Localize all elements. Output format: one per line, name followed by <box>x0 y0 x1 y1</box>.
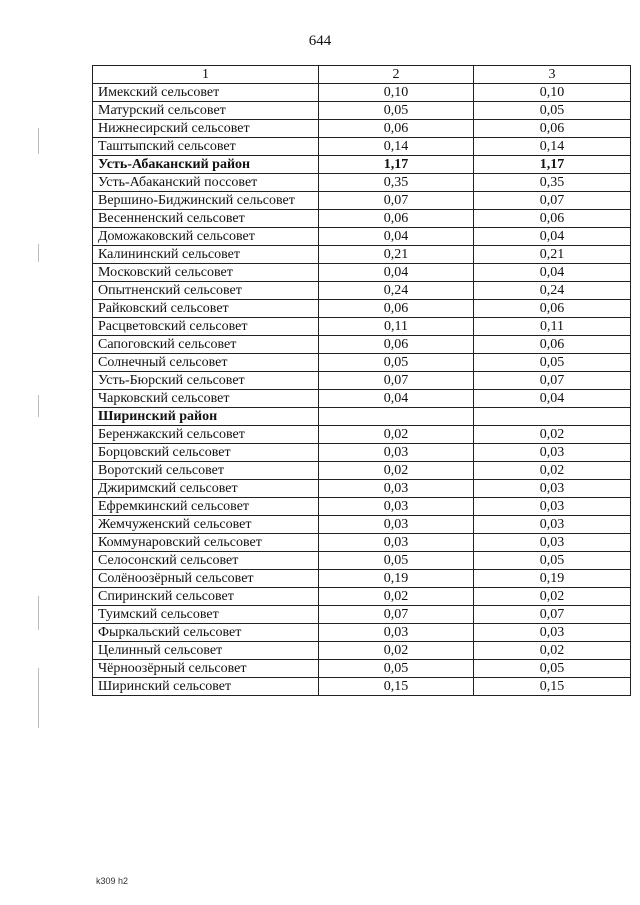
row-value-col2: 0,05 <box>319 102 474 120</box>
row-value-col2: 0,07 <box>319 606 474 624</box>
row-value-col2: 0,11 <box>319 318 474 336</box>
row-value-col2: 0,02 <box>319 426 474 444</box>
row-name-cell: Чарковский сельсовет <box>93 390 319 408</box>
row-value-col2: 0,21 <box>319 246 474 264</box>
row-value-col3: 0,06 <box>474 120 631 138</box>
table-row <box>93 606 631 624</box>
row-name-cell: Беренжакский сельсовет <box>93 426 319 444</box>
row-value-col3: 0,02 <box>474 642 631 660</box>
row-value-col3: 0,15 <box>474 678 631 696</box>
table-row <box>93 354 631 372</box>
row-value-col2: 0,03 <box>319 624 474 642</box>
row-value-col3: 0,06 <box>474 336 631 354</box>
row-value-col2: 0,03 <box>319 480 474 498</box>
table-body <box>93 84 631 696</box>
table-row <box>93 480 631 498</box>
table-row <box>93 336 631 354</box>
row-name-cell: Опытненский сельсовет <box>93 282 319 300</box>
table-row <box>93 390 631 408</box>
table-row <box>93 426 631 444</box>
row-value-col2: 0,04 <box>319 228 474 246</box>
row-name-cell: Расцветовский сельсовет <box>93 318 319 336</box>
row-name-cell: Усть-Бюрский сельсовет <box>93 372 319 390</box>
footer-code: k309 h2 <box>96 876 129 886</box>
row-value-col3: 0,07 <box>474 606 631 624</box>
table-row <box>93 102 631 120</box>
scan-mark <box>38 668 39 728</box>
row-value-col2: 0,03 <box>319 534 474 552</box>
row-name-cell: Туимский сельсовет <box>93 606 319 624</box>
row-name-cell: Целинный сельсовет <box>93 642 319 660</box>
table-row <box>93 138 631 156</box>
row-value-col3: 0,21 <box>474 246 631 264</box>
table-row <box>93 588 631 606</box>
table-row <box>93 534 631 552</box>
row-value-col3: 0,03 <box>474 480 631 498</box>
row-name-cell: Московский сельсовет <box>93 264 319 282</box>
row-name-cell: Усть-Абаканский район <box>93 156 319 174</box>
row-value-col3: 0,10 <box>474 84 631 102</box>
row-value-col3: 0,04 <box>474 264 631 282</box>
row-value-col3: 1,17 <box>474 156 631 174</box>
row-name-cell: Воротский сельсовет <box>93 462 319 480</box>
row-value-col3: 0,19 <box>474 570 631 588</box>
table-row <box>93 282 631 300</box>
row-name-cell: Нижнесирский сельсовет <box>93 120 319 138</box>
row-value-col3: 0,04 <box>474 390 631 408</box>
table-row <box>93 264 631 282</box>
row-name-cell: Таштыпский сельсовет <box>93 138 319 156</box>
table-row <box>93 318 631 336</box>
table-row <box>93 372 631 390</box>
row-value-col2: 0,06 <box>319 210 474 228</box>
row-value-col2: 0,35 <box>319 174 474 192</box>
row-value-col2: 0,04 <box>319 390 474 408</box>
data-table <box>92 65 631 696</box>
row-value-col3: 0,24 <box>474 282 631 300</box>
row-value-col3: 0,03 <box>474 444 631 462</box>
row-value-col2: 0,06 <box>319 120 474 138</box>
row-name-cell: Фыркальский сельсовет <box>93 624 319 642</box>
scan-mark <box>38 128 39 154</box>
row-value-col3: 0,03 <box>474 516 631 534</box>
row-value-col3: 0,05 <box>474 102 631 120</box>
row-value-col2: 0,04 <box>319 264 474 282</box>
row-name-cell: Ефремкинский сельсовет <box>93 498 319 516</box>
row-value-col3: 0,11 <box>474 318 631 336</box>
row-value-col2: 0,03 <box>319 444 474 462</box>
table-row <box>93 624 631 642</box>
scan-mark <box>38 395 39 417</box>
table-row <box>93 660 631 678</box>
row-name-cell: Борцовский сельсовет <box>93 444 319 462</box>
page-number: 644 <box>308 33 332 49</box>
table-row <box>93 516 631 534</box>
table-row <box>93 462 631 480</box>
row-value-col2: 0,07 <box>319 192 474 210</box>
row-name-cell: Сапоговский сельсовет <box>93 336 319 354</box>
row-value-col3: 0,06 <box>474 300 631 318</box>
table-section-row <box>93 408 631 426</box>
row-value-col3: 0,03 <box>474 534 631 552</box>
row-value-col2: 0,07 <box>319 372 474 390</box>
row-value-col2: 0,05 <box>319 552 474 570</box>
row-value-col2: 0,03 <box>319 516 474 534</box>
row-value-col3: 0,03 <box>474 624 631 642</box>
row-value-col3: 0,04 <box>474 228 631 246</box>
row-value-col3 <box>474 408 631 426</box>
column-header-1: 1 <box>93 66 319 84</box>
row-name-cell: Селосонский сельсовет <box>93 552 319 570</box>
row-value-col3: 0,07 <box>474 372 631 390</box>
row-value-col2: 0,24 <box>319 282 474 300</box>
table-row <box>93 570 631 588</box>
header-row <box>93 66 631 84</box>
row-value-col2: 0,19 <box>319 570 474 588</box>
row-name-cell: Коммунаровский сельсовет <box>93 534 319 552</box>
table-row <box>93 174 631 192</box>
row-value-col2: 0,06 <box>319 300 474 318</box>
row-name-cell: Джиримский сельсовет <box>93 480 319 498</box>
table-row <box>93 228 631 246</box>
row-name-cell: Чёрноозёрный сельсовет <box>93 660 319 678</box>
row-name-cell: Усть-Абаканский поссовет <box>93 174 319 192</box>
row-name-cell: Солнечный сельсовет <box>93 354 319 372</box>
row-value-col2: 0,03 <box>319 498 474 516</box>
table-row <box>93 444 631 462</box>
row-value-col2: 0,02 <box>319 588 474 606</box>
row-name-cell: Матурский сельсовет <box>93 102 319 120</box>
scan-mark <box>38 596 39 630</box>
table-row <box>93 678 631 696</box>
row-value-col2: 0,06 <box>319 336 474 354</box>
row-name-cell: Вершино-Биджинский сельсовет <box>93 192 319 210</box>
row-value-col2 <box>319 408 474 426</box>
row-name-cell: Калининский сельсовет <box>93 246 319 264</box>
row-value-col2: 0,02 <box>319 462 474 480</box>
row-value-col2: 1,17 <box>319 156 474 174</box>
row-value-col2: 0,02 <box>319 642 474 660</box>
row-name-cell: Солёноозёрный сельсовет <box>93 570 319 588</box>
table-row <box>93 246 631 264</box>
row-value-col2: 0,10 <box>319 84 474 102</box>
row-name-cell: Доможаковский сельсовет <box>93 228 319 246</box>
row-name-cell: Весенненский сельсовет <box>93 210 319 228</box>
column-header-3: 3 <box>474 66 631 84</box>
row-name-cell: Ширинский сельсовет <box>93 678 319 696</box>
row-value-col3: 0,02 <box>474 426 631 444</box>
row-name-cell: Ширинский район <box>93 408 319 426</box>
row-value-col3: 0,02 <box>474 588 631 606</box>
scan-mark <box>38 244 39 262</box>
row-name-cell: Жемчуженский сельсовет <box>93 516 319 534</box>
table-section-row <box>93 156 631 174</box>
column-header-2: 2 <box>319 66 474 84</box>
table-row <box>93 498 631 516</box>
row-value-col3: 0,02 <box>474 462 631 480</box>
table-row <box>93 84 631 102</box>
row-name-cell: Райковский сельсовет <box>93 300 319 318</box>
row-value-col2: 0,14 <box>319 138 474 156</box>
row-value-col3: 0,05 <box>474 660 631 678</box>
row-value-col2: 0,05 <box>319 660 474 678</box>
row-name-cell: Имекский сельсовет <box>93 84 319 102</box>
table-row <box>93 192 631 210</box>
row-value-col2: 0,05 <box>319 354 474 372</box>
row-value-col3: 0,03 <box>474 498 631 516</box>
row-name-cell: Спиринский сельсовет <box>93 588 319 606</box>
row-value-col3: 0,05 <box>474 552 631 570</box>
row-value-col3: 0,05 <box>474 354 631 372</box>
table-row <box>93 642 631 660</box>
table-row <box>93 300 631 318</box>
row-value-col3: 0,07 <box>474 192 631 210</box>
row-value-col2: 0,15 <box>319 678 474 696</box>
table-row <box>93 120 631 138</box>
row-value-col3: 0,14 <box>474 138 631 156</box>
table-row <box>93 210 631 228</box>
row-value-col3: 0,35 <box>474 174 631 192</box>
row-value-col3: 0,06 <box>474 210 631 228</box>
table-row <box>93 552 631 570</box>
